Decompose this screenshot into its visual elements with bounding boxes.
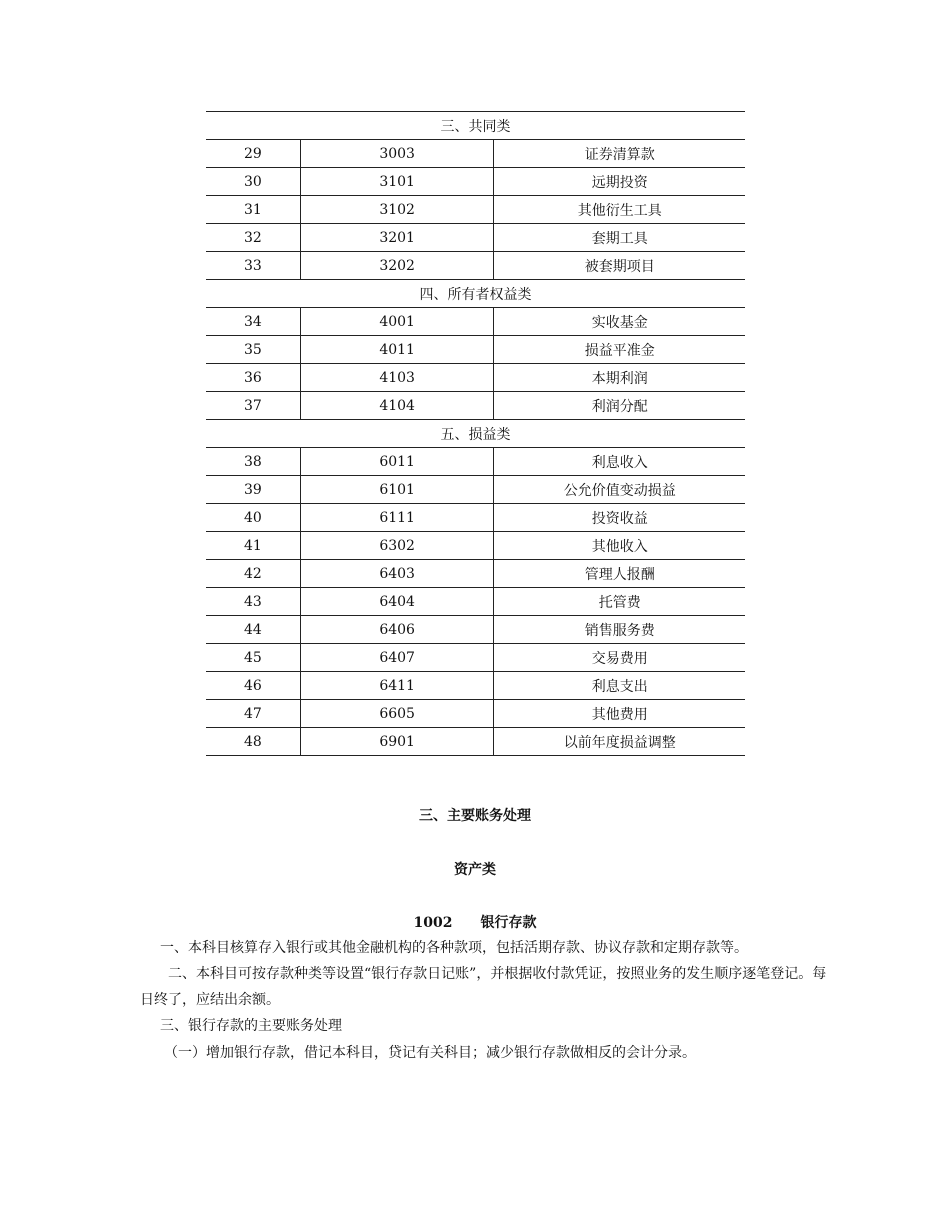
account-name: 交易费用 — [494, 644, 745, 672]
account-name: 本期利润 — [494, 364, 745, 392]
table-row — [206, 364, 745, 392]
table-row — [206, 644, 745, 672]
row-number: 47 — [206, 700, 300, 728]
account-code: 6407 — [300, 644, 494, 672]
account-code: 6101 — [300, 476, 494, 504]
account-name: 销售服务费 — [494, 616, 745, 644]
row-number: 29 — [206, 140, 300, 168]
table-row — [206, 308, 745, 336]
account-name: 其他衍生工具 — [494, 196, 745, 224]
row-number: 43 — [206, 588, 300, 616]
account-name: 托管费 — [494, 588, 745, 616]
table-row — [206, 336, 745, 364]
paragraph-1: 一、本科目核算存入银行或其他金融机构的各种款项，包括活期存款、协议存款和定期存款等。 — [160, 940, 748, 956]
account-code: 3102 — [300, 196, 494, 224]
row-number: 31 — [206, 196, 300, 224]
row-number: 48 — [206, 728, 300, 756]
account-name: 其他收入 — [494, 532, 745, 560]
account-code: 3101 — [300, 168, 494, 196]
account-code: 4103 — [300, 364, 494, 392]
table-row — [206, 728, 745, 756]
row-number: 39 — [206, 476, 300, 504]
row-number: 30 — [206, 168, 300, 196]
account-name: 证券清算款 — [494, 140, 745, 168]
row-number: 38 — [206, 448, 300, 476]
row-number: 45 — [206, 644, 300, 672]
row-number: 37 — [206, 392, 300, 420]
table-row — [206, 140, 745, 168]
account-name: 以前年度损益调整 — [494, 728, 745, 756]
account-heading: 1002 银行存款 — [413, 915, 537, 931]
section-title-row — [206, 280, 745, 308]
account-code: 6406 — [300, 616, 494, 644]
account-name: 被套期项目 — [494, 252, 745, 280]
table-row — [206, 392, 745, 420]
account-name: 实收基金 — [494, 308, 745, 336]
table-row — [206, 616, 745, 644]
row-number: 36 — [206, 364, 300, 392]
row-number: 35 — [206, 336, 300, 364]
section-title: 四、所有者权益类 — [206, 280, 745, 308]
account-code: 6111 — [300, 504, 494, 532]
section-title: 五、损益类 — [206, 420, 745, 448]
table-row — [206, 504, 745, 532]
account-code: 4011 — [300, 336, 494, 364]
account-name: 利润分配 — [494, 392, 745, 420]
account-name: 利息收入 — [494, 448, 745, 476]
section-heading: 三、主要账务处理 — [419, 808, 531, 824]
table-row — [206, 700, 745, 728]
account-code: 6011 — [300, 448, 494, 476]
account-code: 4104 — [300, 392, 494, 420]
section-title-row — [206, 112, 745, 140]
table-row — [206, 672, 745, 700]
account-name: 投资收益 — [494, 504, 745, 532]
row-number: 46 — [206, 672, 300, 700]
sub-heading: 资产类 — [454, 862, 496, 878]
row-number: 44 — [206, 616, 300, 644]
account-name: 管理人报酬 — [494, 560, 745, 588]
account-code: 6411 — [300, 672, 494, 700]
row-number: 34 — [206, 308, 300, 336]
paragraph-2: 二、本科目可按存款种类等设置“银行存款日记账”，并根据收付款凭证，按照业务的发生顺序逐笔登记。每日终了，应结出余额。 — [140, 966, 827, 1008]
account-name: 其他费用 — [494, 700, 745, 728]
account-code: 4001 — [300, 308, 494, 336]
row-number: 40 — [206, 504, 300, 532]
account-code: 6403 — [300, 560, 494, 588]
account-name: 公允价值变动损益 — [494, 476, 745, 504]
table-row — [206, 252, 745, 280]
account-code: 6605 — [300, 700, 494, 728]
account-code: 3003 — [300, 140, 494, 168]
account-code: 3201 — [300, 224, 494, 252]
account-code: 6302 — [300, 532, 494, 560]
table-row — [206, 196, 745, 224]
table-row — [206, 560, 745, 588]
row-number: 33 — [206, 252, 300, 280]
account-name: 损益平准金 — [494, 336, 745, 364]
account-code: 6901 — [300, 728, 494, 756]
table-row — [206, 532, 745, 560]
paragraph-4: （一）增加银行存款，借记本科目，贷记有关科目；减少银行存款做相反的会计分录。 — [164, 1045, 696, 1061]
table-row — [206, 168, 745, 196]
row-number: 41 — [206, 532, 300, 560]
paragraph-3: 三、银行存款的主要账务处理 — [160, 1018, 342, 1034]
table-row — [206, 448, 745, 476]
account-name: 套期工具 — [494, 224, 745, 252]
account-code: 3202 — [300, 252, 494, 280]
account-name: 远期投资 — [494, 168, 745, 196]
account-name: 利息支出 — [494, 672, 745, 700]
row-number: 42 — [206, 560, 300, 588]
table-row — [206, 588, 745, 616]
account-table — [206, 111, 745, 756]
section-title: 三、共同类 — [206, 112, 745, 140]
row-number: 32 — [206, 224, 300, 252]
table-row — [206, 476, 745, 504]
section-title-row — [206, 420, 745, 448]
table-row — [206, 224, 745, 252]
account-code: 6404 — [300, 588, 494, 616]
